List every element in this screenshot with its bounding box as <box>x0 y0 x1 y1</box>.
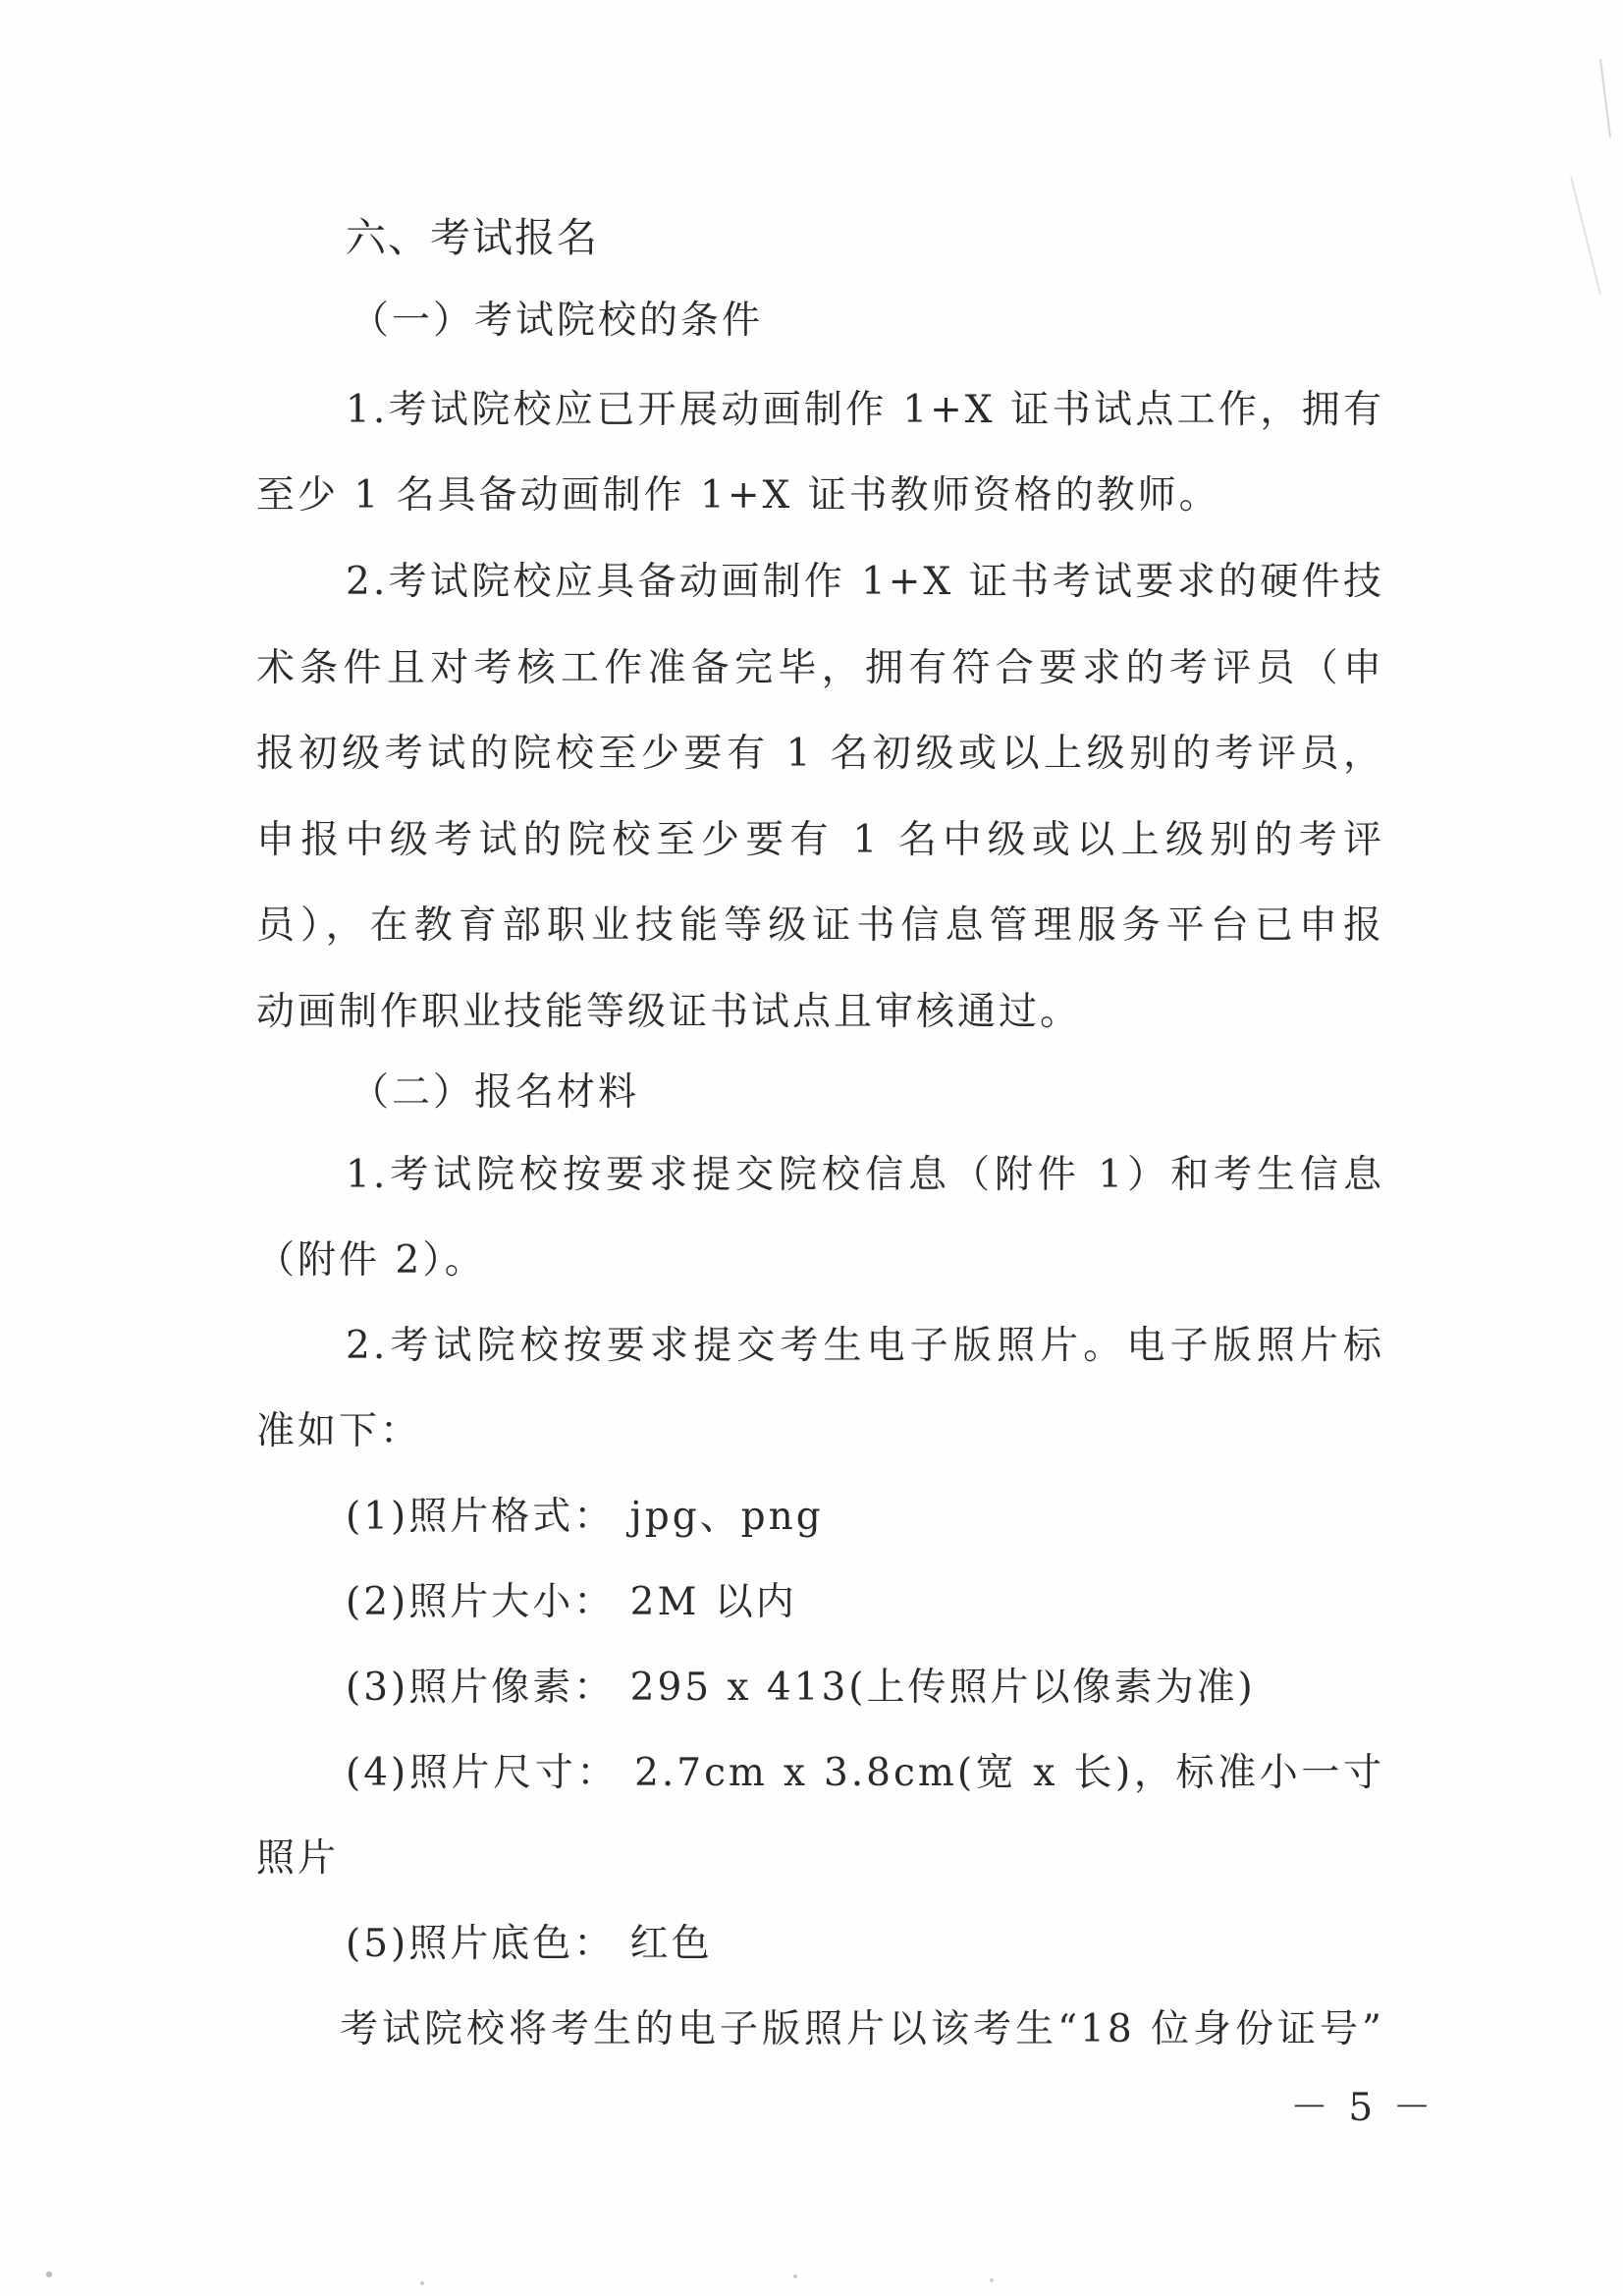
scan-speck <box>46 2271 52 2277</box>
scan-mark <box>1571 177 1600 295</box>
paragraph-line: 1.考试院校按要求提交院校信息（附件 1）和考生信息 <box>346 1153 1384 1197</box>
paragraph-line: 术条件且对考核工作准备完毕，拥有符合要求的考评员（申 <box>256 646 1384 690</box>
list-item: (4)照片尺寸： 2.7cm x 3.8cm(宽 x 长)，标准小一寸 <box>346 1751 1384 1795</box>
list-item: (1)照片格式： jpg、png <box>346 1495 824 1539</box>
list-item: (2)照片大小： 2M 以内 <box>346 1580 797 1624</box>
list-item: (3)照片像素： 295 x 413(上传照片以像素为准) <box>346 1666 1256 1710</box>
list-item-continuation: 照片 <box>256 1836 340 1881</box>
subsection-heading: （一）考试院校的条件 <box>351 299 764 343</box>
paragraph-line: 准如下： <box>256 1409 422 1453</box>
paragraph-line: 申报中级考试的院校至少要有 1 名中级或以上级别的考评 <box>256 818 1384 862</box>
paragraph-line: 考试院校将考生的电子版照片以该考生“18 位身份证号” <box>340 2007 1384 2051</box>
paragraph-line: 2.考试院校按要求提交考生电子版照片。电子版照片标 <box>346 1324 1384 1368</box>
scan-speck <box>990 2278 994 2282</box>
page-number: － 5 － <box>1290 2086 1435 2130</box>
paragraph-line: 2.考试院校应具备动画制作 1+X 证书考试要求的硬件技 <box>346 560 1384 604</box>
paragraph-line: （附件 2）。 <box>256 1238 486 1283</box>
scan-speck <box>793 2274 797 2278</box>
subsection-heading: （二）报名材料 <box>351 1070 640 1115</box>
paragraph-line: 动画制作职业技能等级证书试点且审核通过。 <box>256 990 1082 1034</box>
section-heading: 六、考试报名 <box>346 214 599 261</box>
list-item: (5)照片底色： 红色 <box>346 1922 713 1966</box>
paragraph-line: 员），在教育部职业技能等级证书信息管理服务平台已申报 <box>256 903 1384 948</box>
paragraph-line: 至少 1 名具备动画制作 1+X 证书教师资格的教师。 <box>256 473 1220 518</box>
paragraph-line: 报初级考试的院校至少要有 1 名初级或以上级别的考评员， <box>256 732 1384 776</box>
scan-mark <box>1600 59 1610 137</box>
paragraph-line: 1.考试院校应已开展动画制作 1+X 证书试点工作，拥有 <box>346 388 1384 432</box>
scan-speck <box>420 2281 424 2285</box>
